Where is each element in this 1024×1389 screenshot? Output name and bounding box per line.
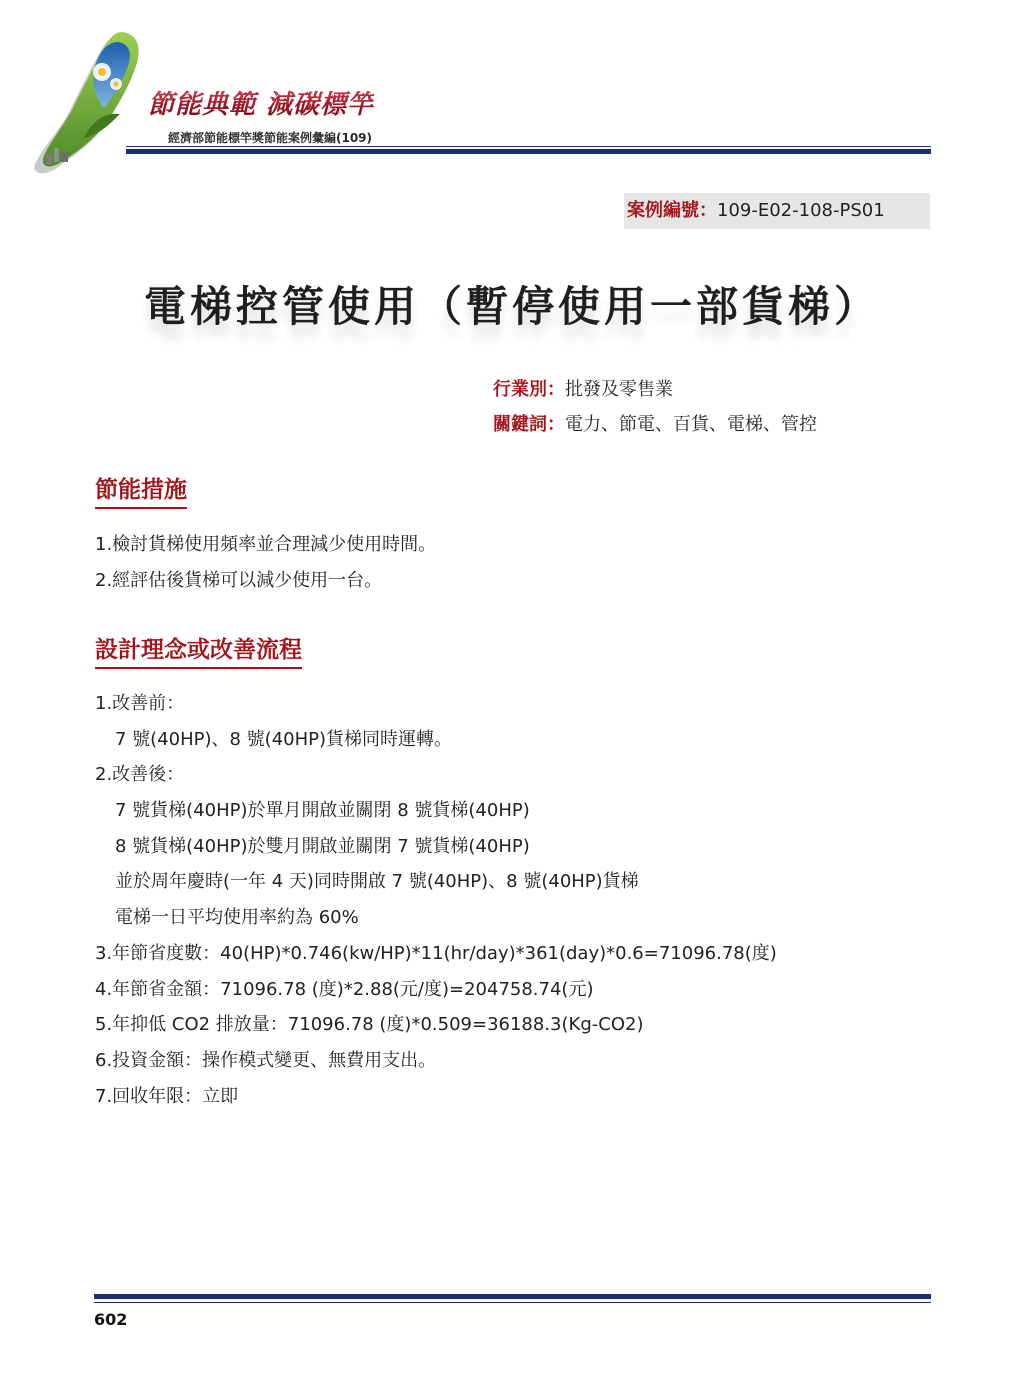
section-measures-body bbox=[95, 527, 436, 598]
page-number: 602 bbox=[94, 1310, 128, 1329]
header-rule-thin bbox=[126, 146, 931, 147]
design-line: 5.年抑低 CO2 排放量：71096.78 (度)*0.509=36188.3(Kg-CO2) bbox=[95, 1014, 644, 1036]
case-number-value: 109-E02-108-PS01 bbox=[717, 200, 885, 221]
design-line: 1.改善前： bbox=[95, 693, 185, 714]
measure-line: 1.檢討貨梯使用頻率並合理減少使用時間。 bbox=[95, 534, 437, 555]
brand-subtitle: 經濟部節能標竿獎節能案例彙編(109) bbox=[168, 131, 373, 145]
section-heading-design: 設計理念或改善流程 bbox=[95, 631, 302, 669]
keywords-label: 關鍵詞： bbox=[493, 414, 565, 435]
design-line: 7 號貨梯(40HP)於單月開啟並關閉 8 號貨梯(40HP) bbox=[115, 800, 530, 822]
design-line: 電梯一日平均使用率約為 60% bbox=[115, 907, 359, 929]
keywords-value: 電力、節電、百貨、電梯、管控 bbox=[565, 414, 817, 435]
design-line: 7 號(40HP)、8 號(40HP)貨梯同時運轉。 bbox=[115, 728, 453, 750]
design-line: 3.年節省度數：40(HP)*0.746(kw/HP)*11(hr/day)*361(day)*0.6=71096.78(度) bbox=[95, 942, 777, 964]
page-title: 電梯控管使用（暫停使用一部貨梯） bbox=[143, 282, 880, 331]
footer-rule-thin bbox=[94, 1302, 931, 1303]
section-heading-measures: 節能措施 bbox=[95, 471, 187, 509]
design-line: 4.年節省金額：71096.78 (度)*2.88(元/度)=204758.74(元) bbox=[95, 978, 594, 1000]
industry-label: 行業別： bbox=[493, 379, 565, 400]
design-line: 7.回收年限：立即 bbox=[95, 1085, 239, 1107]
design-line: 8 號貨梯(40HP)於雙月開啟並關閉 7 號貨梯(40HP) bbox=[115, 835, 530, 857]
measure-line: 2.經評估後貨梯可以減少使用一台。 bbox=[95, 569, 383, 591]
design-line: 2.改善後： bbox=[95, 764, 185, 786]
case-number bbox=[624, 193, 930, 229]
design-line: 並於周年慶時(一年 4 天)同時開啟 7 號(40HP)、8 號(40HP)貨梯 bbox=[115, 871, 639, 893]
section-design-body bbox=[95, 686, 777, 1114]
header-rule-thick bbox=[126, 149, 931, 154]
case-number-label: 案例編號： bbox=[627, 200, 717, 221]
brand-title: 節能典範 減碳標竿 bbox=[148, 84, 374, 121]
industry-value: 批發及零售業 bbox=[565, 379, 673, 400]
design-line: 6.投資金額：操作模式變更、無費用支出。 bbox=[95, 1049, 437, 1071]
industry-row bbox=[493, 375, 673, 401]
taiwan-map-logo-icon bbox=[22, 28, 162, 178]
footer-rule-thick bbox=[94, 1294, 931, 1299]
keywords-row bbox=[493, 410, 817, 436]
